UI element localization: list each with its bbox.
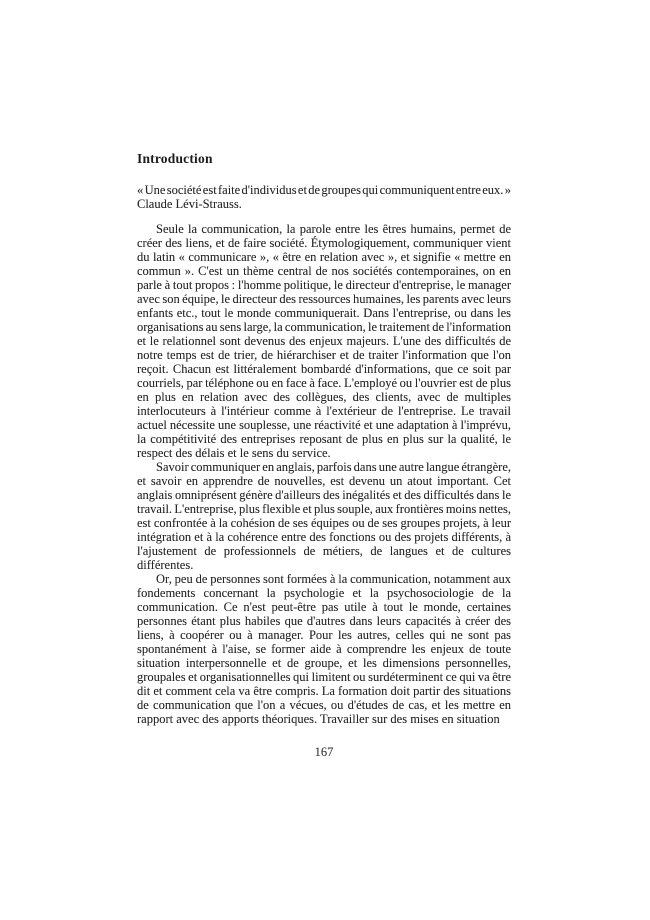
text-line: fondements concernant la psychologie et la psychosociologie de la: [137, 586, 511, 600]
epigraph-quote: [137, 183, 511, 211]
text-line: l'ajustement de professionnels de métiers, de langues et de cultures: [137, 544, 511, 558]
paragraph: [137, 572, 511, 726]
text-line: Savoir communiquer en anglais, parfois dans une autre langue étrangère,: [156, 460, 511, 474]
text-line: anglais omniprésent génère d'ailleurs des inégalités et des difficultés dans le: [137, 488, 511, 502]
chapter-title: Introduction: [137, 151, 213, 166]
text-line: organisations au sens large, la communication, le traitement de l'information: [137, 320, 511, 334]
text-line: différentes.: [137, 558, 194, 572]
text-line: intégration et à la cohérence entre des fonctions ou des projets différents, à: [137, 530, 511, 544]
text-body: [137, 183, 511, 726]
text-line: interlocuteurs à l'intérieur comme à l'extérieur de l'entreprise. Le travail: [137, 404, 511, 418]
text-line: situation interpersonnelle et de groupe, et les dimensions personnelles,: [137, 656, 511, 670]
text-line: et savoir en apprendre de nouvelles, est devenu un atout important. Cet: [137, 474, 511, 488]
text-line: commun ». C'est un thème central de nos sociétés contemporaines, on en: [137, 264, 511, 278]
text-line: de communication que l'on a vécues, ou d'études de cas, et les mettre en: [137, 698, 511, 712]
text-line: dit et comment cela va être compris. La formation doit partir des situations: [137, 684, 511, 698]
page-number: 167: [314, 745, 334, 759]
text-line: enfants etc., tout le monde communiquerait. Dans l'entreprise, ou dans les: [137, 306, 511, 320]
text-line: Or, peu de personnes sont formées à la communication, notamment aux: [156, 572, 511, 586]
text-line: respect des délais et le sens du service.: [137, 446, 331, 460]
paragraph: [137, 222, 511, 460]
text-line: spontanément à l'aise, se former aide à comprendre les enjeux de toute: [137, 642, 511, 656]
text-line: est confrontée à la cohésion de ses équipes ou de ses groupes projets, à leur: [137, 516, 511, 530]
text-line: notre temps est de trier, de hiérarchiser et de traiter l'information que l'on: [137, 348, 511, 362]
text-line: et le relationnel sont devenus des enjeux majeurs. L'une des difficultés de: [137, 334, 511, 348]
text-line: Seule la communication, la parole entre les êtres humains, permet de: [156, 222, 511, 236]
text-line: actuel nécessite une souplesse, une réactivité et une adaptation à l'imprévu,: [137, 418, 511, 432]
text-line: la compétitivité des entreprises reposant de plus en plus sur la qualité, le: [137, 432, 511, 446]
text-line: travail. L'entreprise, plus flexible et plus souple, aux frontières moins nettes,: [137, 502, 511, 516]
text-line: rapport avec des apports théoriques. Travailler sur des mises en situation: [137, 712, 500, 726]
text-line: groupales et organisationnelles qui limitent ou surdéterminent ce qui va être: [137, 670, 511, 684]
text-line: avec son équipe, le directeur des ressources humaines, les parents avec leurs: [137, 292, 511, 306]
text-line: reçoit. Chacun est littéralement bombardé d'informations, que ce soit par: [137, 362, 511, 376]
text-line: Claude Lévi-Strauss.: [137, 197, 242, 211]
text-line: créer des liens, et de faire société. Étymologiquement, communiquer vient: [137, 236, 511, 250]
text-line: courriels, par téléphone ou en face à face. L'employé ou l'ouvrier est de plus: [137, 376, 511, 390]
text-line: liens, à coopérer ou à manager. Pour les autres, celles qui ne sont pas: [137, 628, 511, 642]
text-line: « Une société est faite d'individus et de groupes qui communiquent entre eux. »: [137, 183, 511, 197]
text-line: parle à tout propos : l'homme politique, le directeur d'entreprise, le manager: [137, 278, 511, 292]
text-line: personnes étant plus habiles que d'autres dans leurs capacités à créer des: [137, 614, 511, 628]
text-line: communication. Ce n'est peut-être pas utile à tout le monde, certaines: [137, 600, 511, 614]
text-line: du latin « communicare », « être en relation avec », et signifie « mettre en: [137, 250, 511, 264]
text-line: en plus en relation avec des collègues, des clients, avec de multiples: [137, 390, 511, 404]
paragraph: [137, 460, 511, 572]
